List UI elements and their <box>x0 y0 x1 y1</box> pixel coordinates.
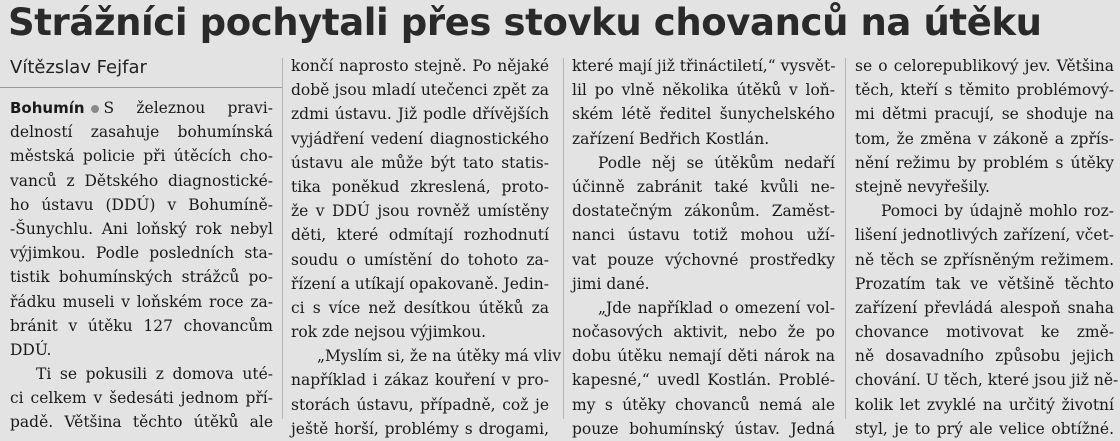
text-line: zařízení Bedřich Kostlán. <box>572 129 770 148</box>
article-column-4 <box>855 54 1119 438</box>
text-line: „Myslím si, že na útěky má vliv <box>317 347 562 366</box>
text-line: chovance motivovat ke změ- <box>855 323 1114 342</box>
text-line: Ti se pokusili z domova uté- <box>36 365 273 384</box>
text-line: se o celorepublikový jev. Většina <box>855 57 1114 75</box>
text-line: my s útěky chovanců nemá ale <box>572 395 835 414</box>
text-line: vanců z Dětského diagnostické- <box>10 171 273 190</box>
text-line: mi dětmi pracují, se shoduje na <box>855 105 1114 124</box>
text-line: storách ústavu, případně, což je <box>291 395 549 414</box>
text-line: tistik bohumínských strážců po- <box>10 268 273 287</box>
text-line: lil po vlně několika útěků v loň- <box>572 81 835 100</box>
text-line: ně těch se zpřísněným režimem. <box>855 250 1114 269</box>
text-line: soudu o umístění do tohoto za- <box>291 250 549 269</box>
text-line: ještě horší, problémy s drogami, <box>291 419 549 438</box>
column-divider <box>282 58 283 419</box>
text-line: jimi dané. <box>572 274 650 293</box>
text-line: které mají již třináctiletí,“ vysvět- <box>572 57 836 75</box>
byline-spacer <box>10 54 273 96</box>
lead-text: S železnou pravi- <box>103 99 273 117</box>
text-line: stejně nevyřešily. <box>855 177 990 196</box>
text-line: městská policie při útěcích cho- <box>10 147 273 166</box>
text-line: bránit v útěku 127 chovancům <box>10 316 273 335</box>
text-line: dobu útěku nemají děti nárok na <box>572 347 835 366</box>
article-column-2 <box>291 54 562 438</box>
text-line: rok zde nejsou výjimkou. <box>291 323 487 342</box>
text-line: děti, které odmítají rozhodnutí <box>291 226 549 245</box>
text-line: ském létě ředitel šunychelského <box>572 105 835 124</box>
text-line: řízení a utíkají opakovaně. Jedin- <box>291 274 549 293</box>
article-column-3 <box>572 54 836 438</box>
text-line: nanci ústavu totiž mohou uží- <box>572 226 835 245</box>
text-line: řádku museli v loňském roce za- <box>10 292 273 311</box>
text-line: padě. Většina těchto útěků ale <box>10 413 273 432</box>
author-byline: Vítězslav Fejfar <box>10 57 147 78</box>
text-line: době jsou mladí utečenci zpět za <box>291 81 549 100</box>
column-divider <box>845 58 846 419</box>
dateline-city: Bohumín <box>10 99 85 117</box>
text-line: ústavu ale může být tato statis- <box>291 153 549 172</box>
text-line: těch, kteří s těmito problémový- <box>855 81 1114 100</box>
text-line: ci s více než desítkou útěků za <box>291 298 549 317</box>
text-line: „Jde například o omezení vol- <box>598 298 835 317</box>
article-column-1 <box>10 54 273 432</box>
text-line: DDÚ. <box>10 340 52 359</box>
text-line: končí naprosto stejně. Po nějaké <box>291 57 549 75</box>
text-line: například i zákaz kouření v pro- <box>291 371 549 390</box>
text-line: Pomoci by údajně mohlo roz- <box>881 202 1114 221</box>
text-line: účinně zabránit také kvůli ne- <box>572 177 835 196</box>
text-line: kapesné,“ uvedl Kostlán. Problé- <box>572 371 835 390</box>
text-line: -Šunychlu. Ani loňský rok nebyl <box>10 219 273 238</box>
text-line: nočasových aktivit, nebo že po <box>572 323 835 342</box>
text-line: tom, že změna v zákoně a zpřís- <box>855 129 1114 148</box>
text-line: lišení jednotlivých zařízení, včet- <box>855 226 1114 245</box>
text-line: vat pouze výchovné prostředky <box>572 250 835 269</box>
text-line: zdmi ústavu. Již podle dřívějších <box>291 105 549 124</box>
text-line: pouze bohumínský ústav. Jedná <box>572 419 835 438</box>
text-line: vyjádření vedení diagnostického <box>291 129 549 148</box>
text-line: nění režimu by problém s útěky <box>855 153 1114 172</box>
text-line: ně dosavadního způsobu jejich <box>855 347 1114 366</box>
column-divider <box>563 58 564 419</box>
text-line: Podle něj se útěkům nedaří <box>598 153 835 172</box>
text-line: tika poněkud zkreslená, proto- <box>291 177 549 196</box>
text-line: ho ústavu (DDÚ) v Bohumíně- <box>10 195 273 214</box>
text-line: ci celkem v šedesáti jednom pří- <box>10 389 273 408</box>
text-line: že v DDÚ jsou rovněž umístěny <box>291 202 549 221</box>
text-line: chování. U těch, které jsou již ně- <box>855 371 1119 390</box>
headline: Strážníci pochytali přes stovku chovanců na útěku <box>8 1 1042 44</box>
text-line <box>10 96 273 120</box>
text-line: Prozatím tak ve většině těchto <box>855 274 1114 293</box>
text-line: styl, je to prý ale velice obtížné. <box>855 419 1114 438</box>
bullet-icon <box>91 105 99 113</box>
text-line: dostatečným zákonům. Zaměst- <box>572 202 835 221</box>
text-line: zařízení převládá alespoň snaha <box>855 298 1114 317</box>
text-line: delností zasahuje bohumínská <box>10 123 273 142</box>
text-line: výjimkou. Podle posledních sta- <box>10 244 273 263</box>
text-line: kolik let zvyklé na určitý životní <box>855 395 1114 414</box>
